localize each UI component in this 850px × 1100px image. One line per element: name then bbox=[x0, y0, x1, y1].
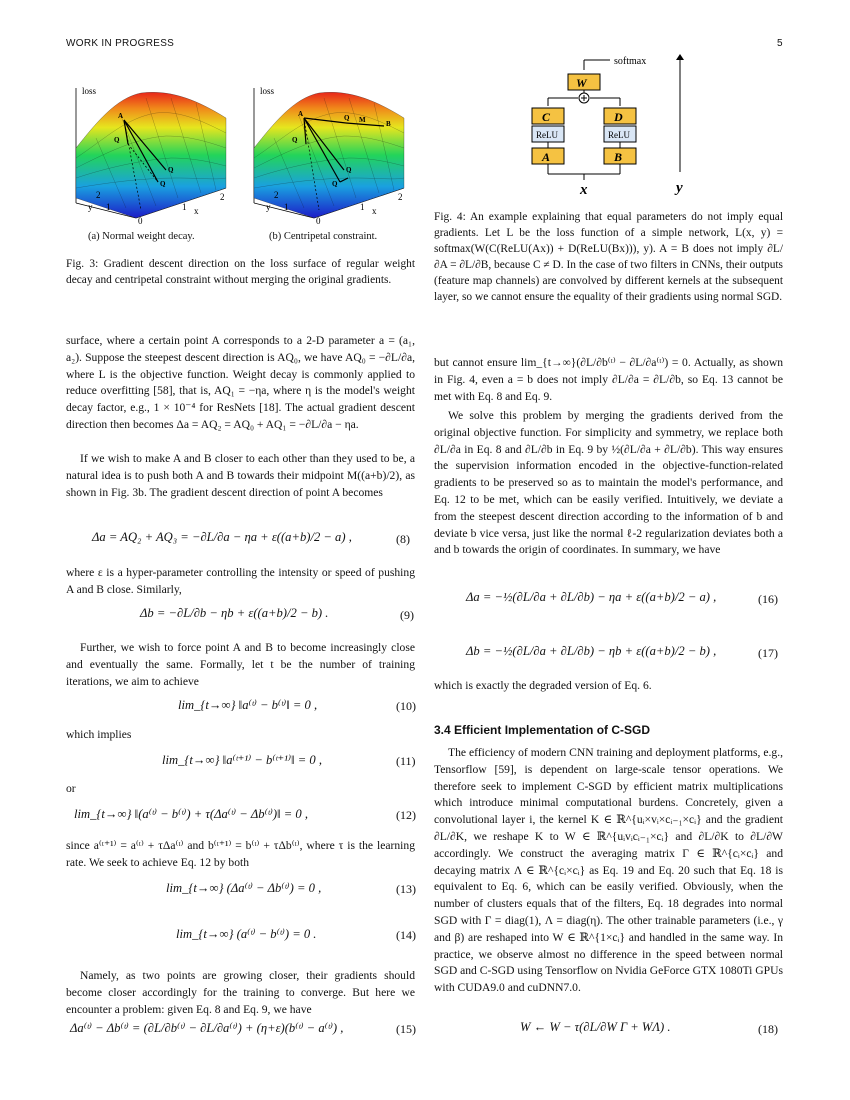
equation-8-number: (8) bbox=[396, 532, 410, 546]
equation-16-number: (16) bbox=[758, 592, 778, 606]
svg-text:Q: Q bbox=[160, 180, 166, 188]
softmax-label: softmax bbox=[614, 56, 647, 67]
right-paragraph-2: We solve this problem by merging the gradients derived from the original objective function. For simplicity and symmetry, we replace both ∂L/∂a in Eq. 8 and ∂L/∂b in Eq. 9 by ½(∂L/∂a + ∂L/∂b). This way ensures the supervision information encoded in the objective-function-related gradients to be preserved so as to maintain the model's performance, and Eq. 12 to be met, which can be easily verified. Intuitively, we deviate a from the steepest descent direction according to the information of b and deviate b vice versa, just like the normal ℓ-2 regularization deviates both a and b towards the origin of coordinates. In summary, we have bbox=[434, 409, 783, 557]
left-paragraph-1: surface, where a certain point A corresponds to a 2-D parameter a = (a₁, a₂). Suppose the steepest descent direction is AQ₀, we have AQ₀ = −∂L/∂a, where L is the objective function. Weight decay is commonly applied to reduce overfitting [58], that is, AQ₁ = −ηa, where η is the model's weight decay factor, e.g., 1 × 10⁻⁴ for ResNets [18]. The actual gradient descent direction then becomes Δa = AQ₂ = AQ₀ + AQ₁ = −∂L/∂a − ηa. bbox=[66, 334, 415, 431]
left-paragraph-6: or bbox=[66, 782, 76, 795]
figure-3 bbox=[66, 78, 416, 248]
left-paragraph-5: which implies bbox=[66, 728, 132, 741]
loss-axis-label-a: loss bbox=[82, 86, 97, 96]
svg-text:Q: Q bbox=[114, 136, 120, 144]
svg-text:1: 1 bbox=[106, 202, 111, 212]
svg-text:x: x bbox=[194, 206, 199, 216]
section-heading: 3.4 Efficient Implementation of C-SGD bbox=[434, 723, 651, 737]
relu-label-left: ReLU bbox=[536, 130, 558, 140]
svg-text:A: A bbox=[118, 112, 124, 120]
equation-17: Δb = −½(∂L/∂a + ∂L/∂b) − ηb + ε((a+b)/2 − b) , bbox=[466, 644, 717, 658]
equation-15: Δa⁽ᵗ⁾ − Δb⁽ᵗ⁾ = (∂L/∂b⁽ᵗ⁾ − ∂L/∂a⁽ᵗ⁾) + (η+ε)(b⁽ᵗ⁾ − a⁽ᵗ⁾) , bbox=[70, 1021, 344, 1035]
svg-text:1: 1 bbox=[360, 202, 365, 212]
svg-text:y: y bbox=[266, 202, 271, 212]
svg-text:Q: Q bbox=[332, 180, 338, 188]
svg-text:Q: Q bbox=[168, 166, 174, 174]
equation-11: lim_{t→∞} ‖a⁽ᵗ⁺¹⁾ − b⁽ᵗ⁺¹⁾‖ = 0 , bbox=[162, 753, 322, 767]
equation-13: lim_{t→∞} (Δa⁽ᵗ⁾ − Δb⁽ᵗ⁾) = 0 , bbox=[166, 881, 322, 895]
svg-text:0: 0 bbox=[316, 216, 321, 226]
running-header: WORK IN PROGRESS bbox=[66, 38, 175, 49]
equation-16: Δa = −½(∂L/∂a + ∂L/∂b) − ηa + ε((a+b)/2 − a) , bbox=[466, 590, 717, 604]
loss-surface-plots bbox=[66, 78, 416, 248]
right-paragraph-1: but cannot ensure lim_{t→∞}(∂L/∂b⁽ᵗ⁾ − ∂L/∂a⁽ᵗ⁾) = 0. Actually, as shown in Fig. 4, even a = b does not imply ∂L/∂a = ∂L/∂b, so Eq. 13 cannot be met with Eq. 8 and Eq. 9. bbox=[434, 356, 783, 403]
left-paragraph-8: Namely, as two points are growing closer, their gradients should become closer accordingly for the training to converge. But here we encounter a problem: given Eq. 8 and Eq. 9, we have bbox=[66, 969, 415, 1016]
page-number: 5 bbox=[777, 38, 783, 49]
svg-text:C: C bbox=[542, 110, 551, 124]
svg-text:2: 2 bbox=[96, 190, 101, 200]
equation-9-number: (9) bbox=[400, 608, 414, 622]
svg-text:M: M bbox=[359, 116, 366, 124]
svg-text:B: B bbox=[614, 150, 623, 164]
equation-12: lim_{t→∞} ‖(a⁽ᵗ⁾ − b⁽ᵗ⁾) + τ(Δa⁽ᵗ⁾ − Δb⁽ᵗ⁾)‖ = 0 , bbox=[74, 807, 308, 821]
right-paragraph-3: which is exactly the degraded version of Eq. 6. bbox=[434, 679, 652, 692]
svg-text:W: W bbox=[576, 76, 587, 90]
svg-text:A: A bbox=[298, 110, 304, 118]
equation-11-number: (11) bbox=[396, 754, 416, 768]
fig4-caption: Fig. 4: An example explaining that equal parameters do not imply equal gradients. Let L be the loss function of a simple network, L(x, y) = softmax(W(C(ReLU(Ax)) + D(ReLU(Bx))), y). A = B does not imply ∂L/∂A = ∂L/∂B, because C ≠ D. In the case of two filters in CNNs, their outputs (feature map channels) are convolved by different kernels at the subsequent layer, so we cannot ensure the equality of their gradients using normal SGD. bbox=[434, 211, 783, 303]
equation-9: Δb = −∂L/∂b − ηb + ε((a+b)/2 − b) . bbox=[140, 606, 329, 620]
left-paragraph-4: Further, we wish to force point A and B to become increasingly close and eventually the same. Formally, let t be the number of training iterations, we aim to achieve bbox=[66, 641, 415, 688]
subcaption-b: (b) Centripetal constraint. bbox=[269, 231, 378, 242]
equation-12-number: (12) bbox=[396, 808, 416, 822]
svg-text:1: 1 bbox=[284, 202, 289, 212]
svg-text:Q: Q bbox=[344, 114, 350, 122]
equation-14: lim_{t→∞} (a⁽ᵗ⁾ − b⁽ᵗ⁾) = 0 . bbox=[176, 927, 317, 941]
x-label: x bbox=[580, 182, 588, 198]
equation-18: W ← W − τ(∂L/∂W Γ + WΛ) . bbox=[520, 1020, 671, 1034]
svg-text:A: A bbox=[542, 150, 551, 164]
left-paragraph-2: If we wish to make A and B closer to each other than they used to be, a natural idea is to push both A and B towards their midpoint M((a+b)/2), as shown in Fig. 3b. The gradient descent direction of point A becomes bbox=[66, 452, 415, 499]
equation-15-number: (15) bbox=[396, 1022, 416, 1036]
svg-text:2: 2 bbox=[398, 192, 403, 202]
loss-axis-label-b: loss bbox=[260, 86, 275, 96]
left-paragraph-7: since a⁽ᵗ⁺¹⁾ = a⁽ᵗ⁾ + τΔa⁽ᵗ⁾ and b⁽ᵗ⁺¹⁾ = b⁽ᵗ⁾ + τΔb⁽ᵗ⁾, where τ is the learning rate. We seek to achieve Eq. 12 by both bbox=[66, 839, 415, 869]
figure-4 bbox=[510, 52, 710, 202]
plot-normal-weight-decay bbox=[76, 86, 226, 226]
equation-10: lim_{t→∞} ‖a⁽ᵗ⁾ − b⁽ᵗ⁾‖ = 0 , bbox=[178, 698, 318, 712]
subcaption-a: (a) Normal weight decay. bbox=[88, 231, 195, 242]
relu-label-right: ReLU bbox=[608, 130, 630, 140]
svg-text:B: B bbox=[386, 120, 391, 128]
y-label: y bbox=[676, 180, 683, 196]
right-paragraph-4: The efficiency of modern CNN training and deployment platforms, e.g., Tensorflow [59], is dependent on large-scale tensor operations. We therefore seek to implement C-SGD by efficient matrix multiplications which introduce minimal computational burdens. Concretely, given a convolutional layer i, the kernel K ∈ ℝ^{uᵢ×vᵢ×cᵢ₋₁×cᵢ} and the gradient ∂L/∂K, we reshape K to W ∈ ℝ^{uᵢvᵢcᵢ₋₁×cᵢ} and ∂L/∂K to ∂L/∂W accordingly. We construct the averaging matrix Γ ∈ ℝ^{cᵢ×cᵢ} and decaying matrix Λ ∈ ℝ^{cᵢ×cᵢ} as Eq. 19 and Eq. 20 such that Eq. 18 is equivalent to Eq. 6, which can be easily verified. Obviously, when the number of clusters equals that of the filters, Eq. 18 degrades into normal SGD with Γ = diag(1), Λ = diag(η). The other trainable parameters (i.e., γ and β) are reshaped into W ∈ ℝ^{1×cᵢ} and handled in the same way. In practice, we observe almost no difference in the speed between normal SGD and C-SGD using Tensorflow on Nvidia GeForce GTX 1080Ti GPUs with CUDA9.0 and cuDNN7.0. bbox=[434, 746, 783, 995]
svg-text:2: 2 bbox=[274, 190, 279, 200]
svg-text:1: 1 bbox=[182, 202, 187, 212]
svg-text:Q: Q bbox=[346, 166, 352, 174]
left-paragraph-3: where ε is a hyper-parameter controlling the intensity or speed of pushing A and B close. Similarly, bbox=[66, 566, 415, 596]
svg-text:0: 0 bbox=[138, 216, 143, 226]
svg-text:D: D bbox=[614, 110, 623, 124]
equation-14-number: (14) bbox=[396, 928, 416, 942]
fig3-caption: Fig. 3: Gradient descent direction on the loss surface of regular weight decay and centripetal constraint without merging the original gradients. bbox=[66, 258, 415, 286]
svg-text:2: 2 bbox=[220, 192, 225, 202]
equation-17-number: (17) bbox=[758, 646, 778, 660]
equation-13-number: (13) bbox=[396, 882, 416, 896]
equation-18-number: (18) bbox=[758, 1022, 778, 1036]
svg-text:y: y bbox=[88, 202, 93, 212]
plot-centripetal-constraint bbox=[254, 86, 404, 226]
svg-text:Q: Q bbox=[292, 136, 298, 144]
equation-10-number: (10) bbox=[396, 699, 416, 713]
equation-8: Δa = AQ₂ + AQ₃ = −∂L/∂a − ηa + ε((a+b)/2 − a) , bbox=[92, 530, 352, 544]
svg-text:x: x bbox=[372, 206, 377, 216]
